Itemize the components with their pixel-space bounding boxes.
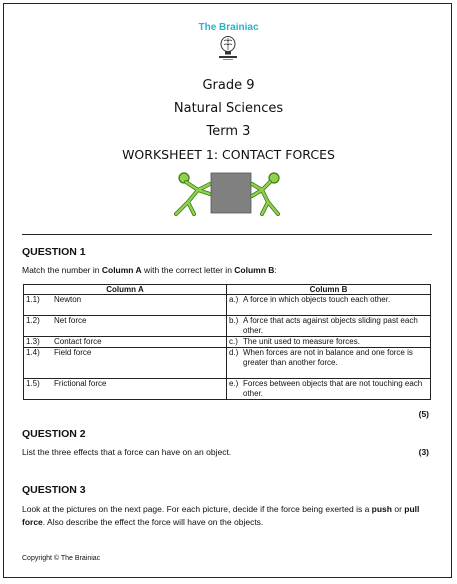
column-b-header: Column B (227, 285, 431, 295)
brand-title: The Brainiac (198, 22, 259, 33)
table-row: 1.2) Net force b.) A force that acts against objects sliding past each other. (24, 316, 431, 337)
question-1-marks: (5) (418, 409, 429, 419)
left-figure-pushing (176, 173, 210, 214)
subject-heading: Natural Sciences (173, 101, 284, 116)
table-row: 1.1) Newton a.) A force in which objects touch each other. (24, 295, 431, 316)
table-row: 1.3) Contact force c.) The unit used to measure forces. (24, 337, 431, 348)
question-1-prompt: Match the number in Column A with the correct letter in Column B: (22, 265, 277, 275)
right-figure-pulling (252, 173, 279, 214)
question-2-text: List the three effects that a force can have on an object. (22, 447, 232, 457)
table-row: 1.4) Field force d.) When forces are not in balance and one force is greater than another force. (24, 348, 431, 379)
section-divider (22, 234, 432, 235)
question-2-marks: (3) (418, 447, 429, 457)
question-3-text: Look at the pictures on the next page. For each picture, decide if the force being exerted is a push or pull force. Also describe the effect the force will have on the objects. (22, 504, 420, 527)
worksheet-title: WORKSHEET 1: CONTACT FORCES (122, 147, 335, 162)
pushing-pulling-box-illustration (170, 170, 285, 216)
matching-table (23, 284, 431, 400)
grey-box (211, 173, 251, 213)
grade-heading: Grade 9 (202, 78, 255, 93)
question-2-heading: QUESTION 2 (22, 428, 86, 440)
term-heading: Term 3 (206, 124, 251, 139)
copyright-footer: Copyright © The Brainiac (22, 555, 101, 562)
question-3-heading: QUESTION 3 (22, 484, 86, 496)
column-a-header: Column A (24, 285, 227, 295)
brain-bulb-logo-icon (217, 35, 239, 61)
table-row: 1.5) Frictional force e.) Forces between objects that are not touching each other. (24, 379, 431, 400)
question-1-heading: QUESTION 1 (22, 246, 86, 258)
